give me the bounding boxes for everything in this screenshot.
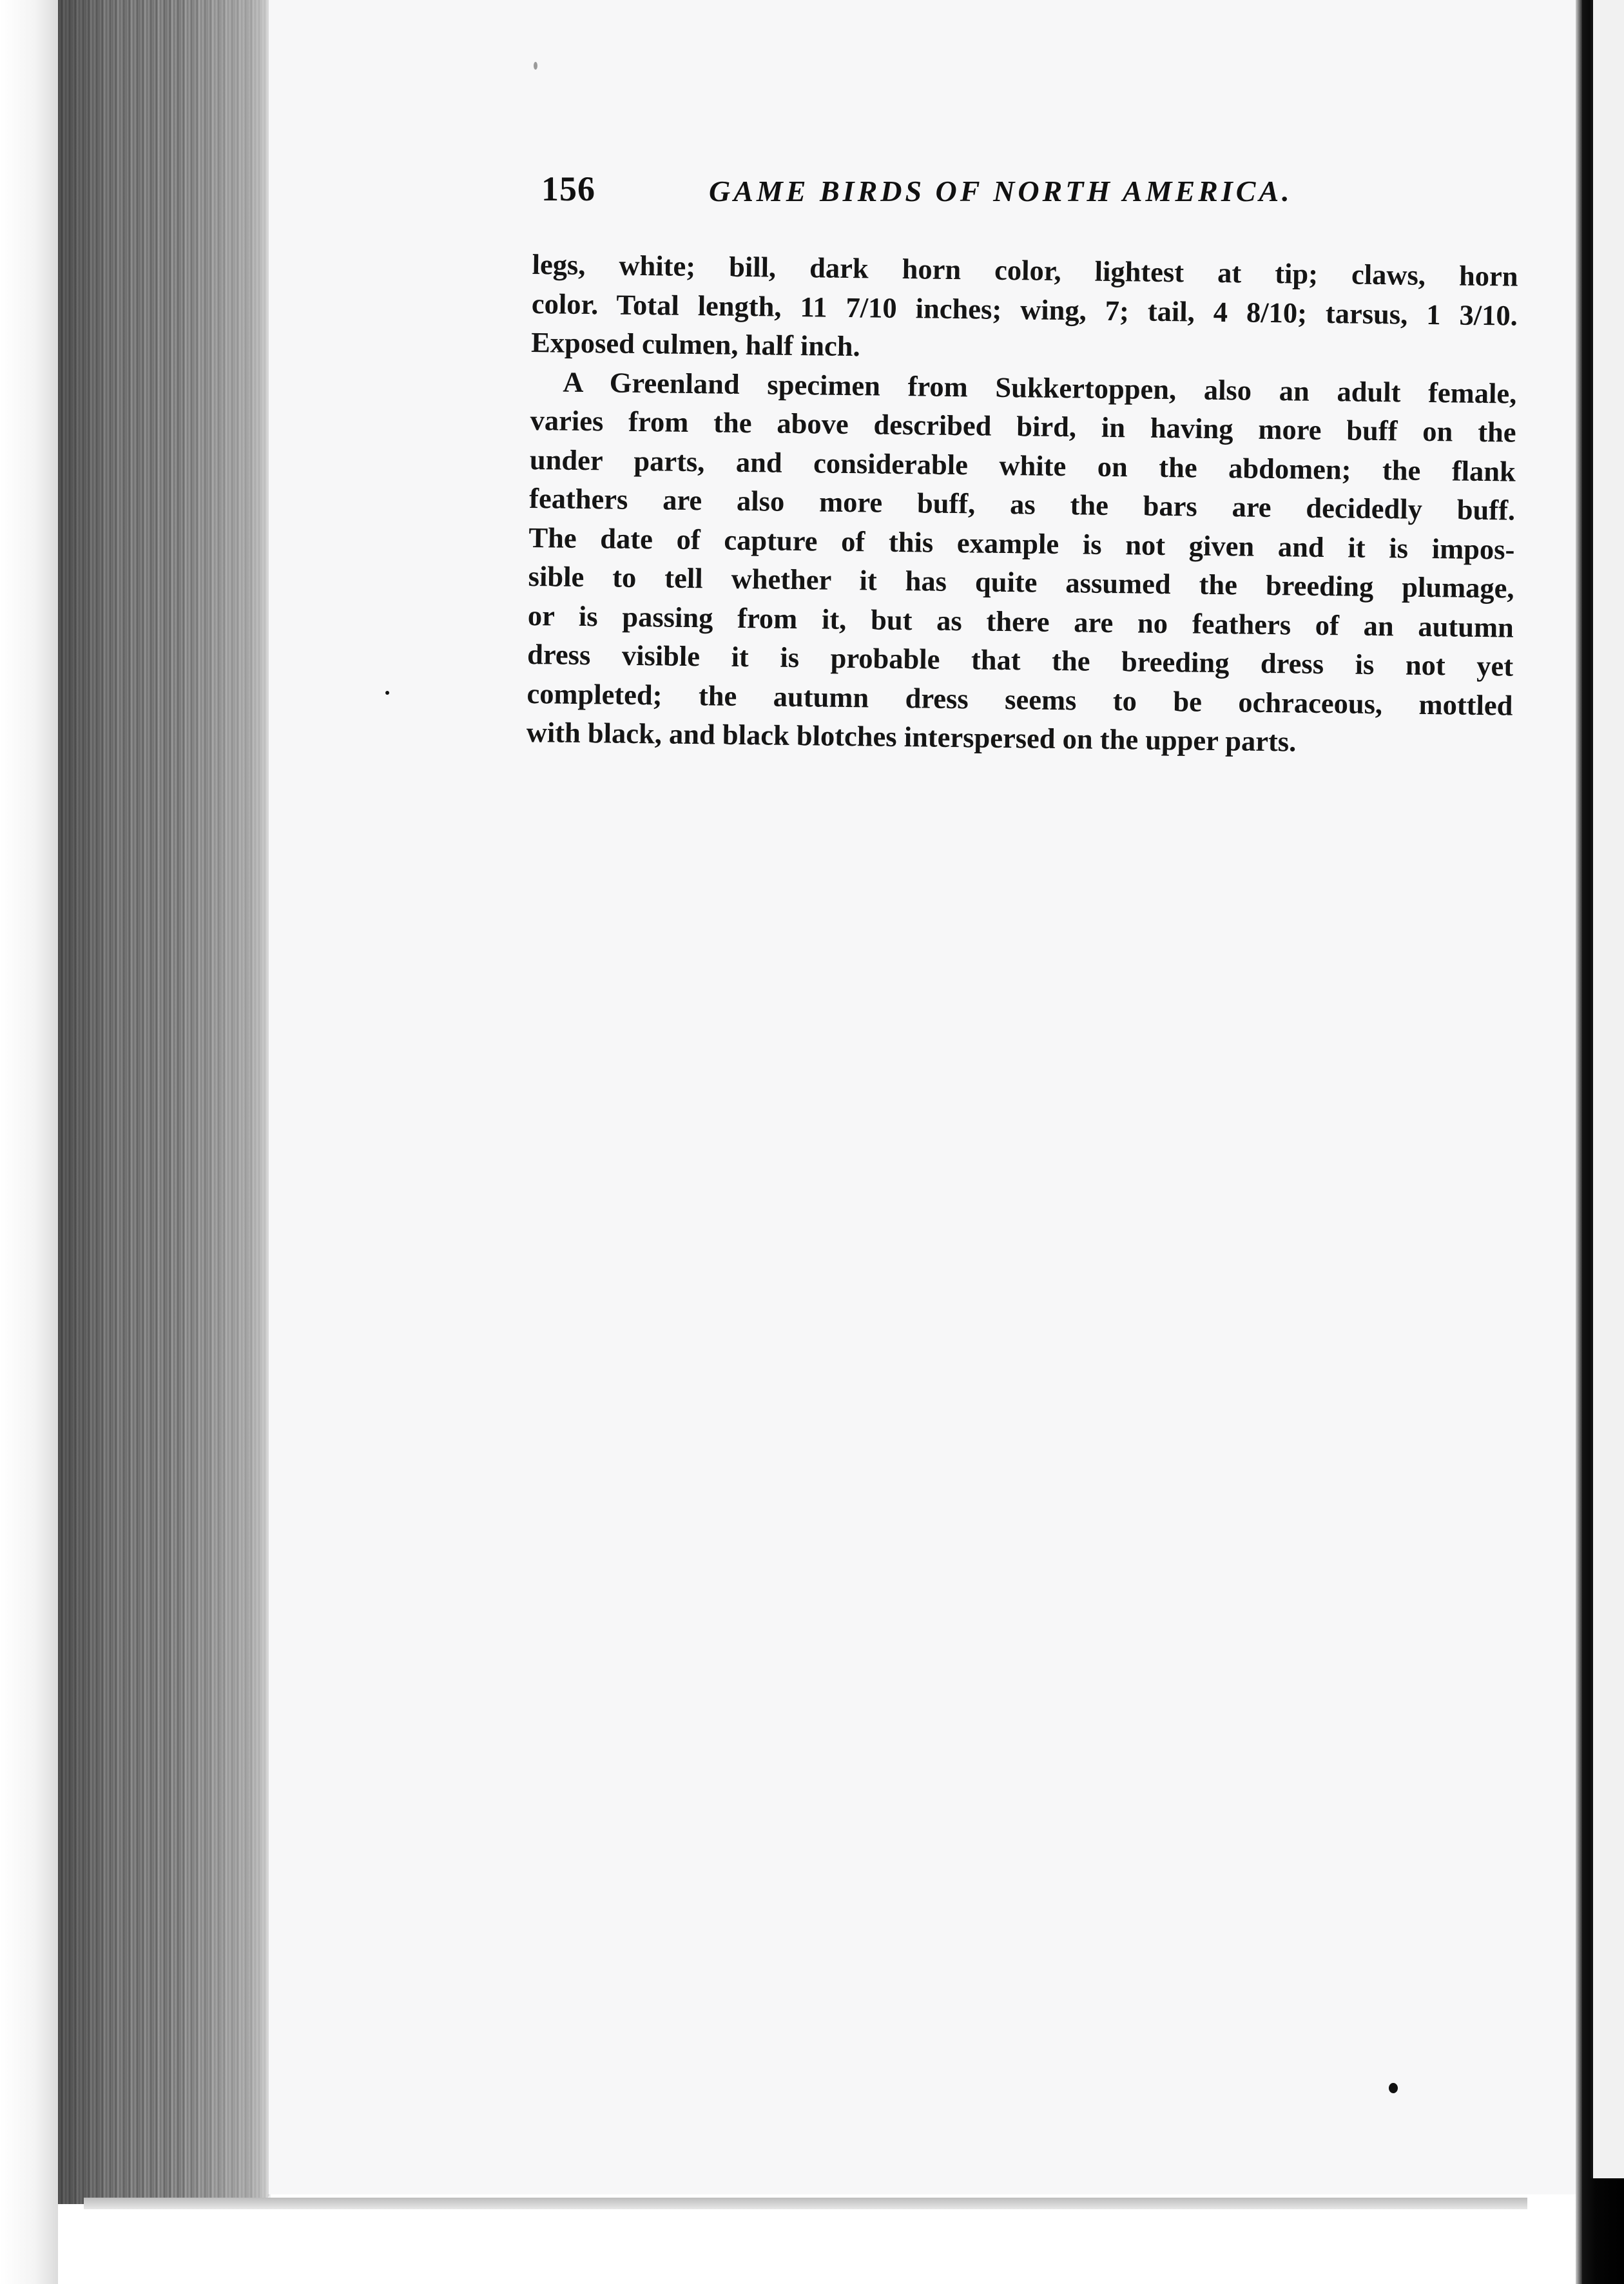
text-line: Exposed culmen, half inch. — [530, 325, 861, 363]
text-line: sible to tell whether it has quite assumed the breeding plumage, — [528, 559, 1514, 605]
text-line: with black, and black blotches interspersed on the upper parts. — [526, 715, 1297, 758]
text-line: dress visible it is probable that the breeding dress is not yet — [527, 637, 1514, 682]
facing-page-edge — [1590, 0, 1624, 2178]
paragraph-greenland-specimen — [526, 362, 1516, 764]
scan-margin — [0, 0, 58, 2284]
book-bottom-edge — [84, 2198, 1527, 2209]
text-line: A Greenland specimen from Sukkertoppen, also an adult female, — [563, 365, 1517, 410]
body-text — [526, 245, 1518, 764]
running-title: GAME BIRDS OF NORTH AMERICA. — [709, 175, 1293, 208]
text-line: completed; the autumn dress seems to be ochraceous, mottled — [527, 677, 1513, 722]
text-line: The date of capture of this example is not given and it is impos- — [528, 521, 1515, 566]
scan-speck — [385, 691, 389, 695]
text-line: varies from the above described bird, in having more buff on the — [530, 403, 1516, 449]
text-line: or is passing from it, but as there are no feathers of an autumn — [527, 599, 1514, 644]
page-number: 156 — [541, 169, 595, 208]
text-line: legs, white; bill, dark horn color, lightest at tip; claws, horn — [532, 247, 1518, 293]
paragraph-measurements — [531, 245, 1518, 374]
scan-speck — [1389, 2083, 1398, 2093]
scan-speck — [534, 62, 537, 70]
book-page-edges — [58, 0, 271, 2204]
running-head — [541, 169, 1386, 220]
text-line: feathers are also more buff, as the bars are decidedly buff. — [528, 481, 1516, 527]
text-line: color. Total length, 11 7/10 inches; wing, 7; tail, 4 8/10; tarsus, 1 3/10. — [531, 287, 1518, 332]
text-line: under parts, and considerable white on the abdomen; the flank — [529, 443, 1516, 488]
